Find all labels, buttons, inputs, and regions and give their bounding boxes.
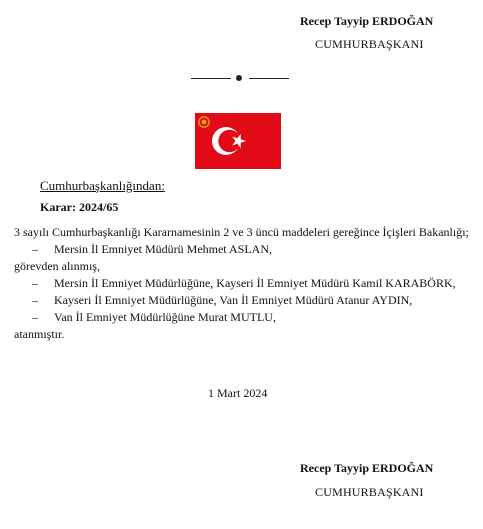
turkish-flag-icon xyxy=(195,113,281,169)
appointment-text: Kayseri İl Emniyet Müdürlüğüne, Van İl Emniyet Müdürü Atanur AYDIN, xyxy=(54,293,413,307)
decision-date: 1 Mart 2024 xyxy=(208,386,268,400)
divider-line-left xyxy=(191,78,231,79)
list-dash: – xyxy=(32,242,38,256)
signature-name-top: Recep Tayyip ERDOĞAN xyxy=(300,14,434,28)
divider-dot xyxy=(236,75,242,81)
appointment-item xyxy=(14,275,472,292)
appointment-text: Mersin İl Emniyet Müdürlüğüne, Kayseri İl Emniyet Müdürü Kamil KARABÖRK, xyxy=(54,276,456,290)
divider-line-right xyxy=(249,78,289,79)
intro-paragraph: 3 sayılı Cumhurbaşkanlığı Kararnamesinin 2 ve 3 üncü maddeleri gereğince İçişleri Bakanlığı; xyxy=(14,225,469,239)
dismissal-text: Mersin İl Emniyet Müdürü Mehmet ASLAN, xyxy=(54,242,272,256)
list-dash: – xyxy=(32,310,38,324)
presidency-heading: Cumhurbaşkanlığından: xyxy=(40,178,165,193)
decision-body xyxy=(14,224,472,343)
list-dash: – xyxy=(32,276,38,290)
list-dash: – xyxy=(32,293,38,307)
dismissed-label: görevden alınmış, xyxy=(14,259,100,273)
signature-title-bottom: CUMHURBAŞKANI xyxy=(315,485,424,499)
appointment-item xyxy=(14,309,472,326)
decision-number: Karar: 2024/65 xyxy=(40,200,119,214)
dismissal-item xyxy=(14,241,472,258)
appointment-text: Van İl Emniyet Müdürlüğüne Murat MUTLU, xyxy=(54,310,276,324)
appointed-label: atanmıştır. xyxy=(14,327,65,341)
signature-name-bottom: Recep Tayyip ERDOĞAN xyxy=(300,461,434,475)
signature-title-top: CUMHURBAŞKANI xyxy=(315,37,424,51)
appointment-item xyxy=(14,292,472,309)
header-divider xyxy=(191,72,289,84)
